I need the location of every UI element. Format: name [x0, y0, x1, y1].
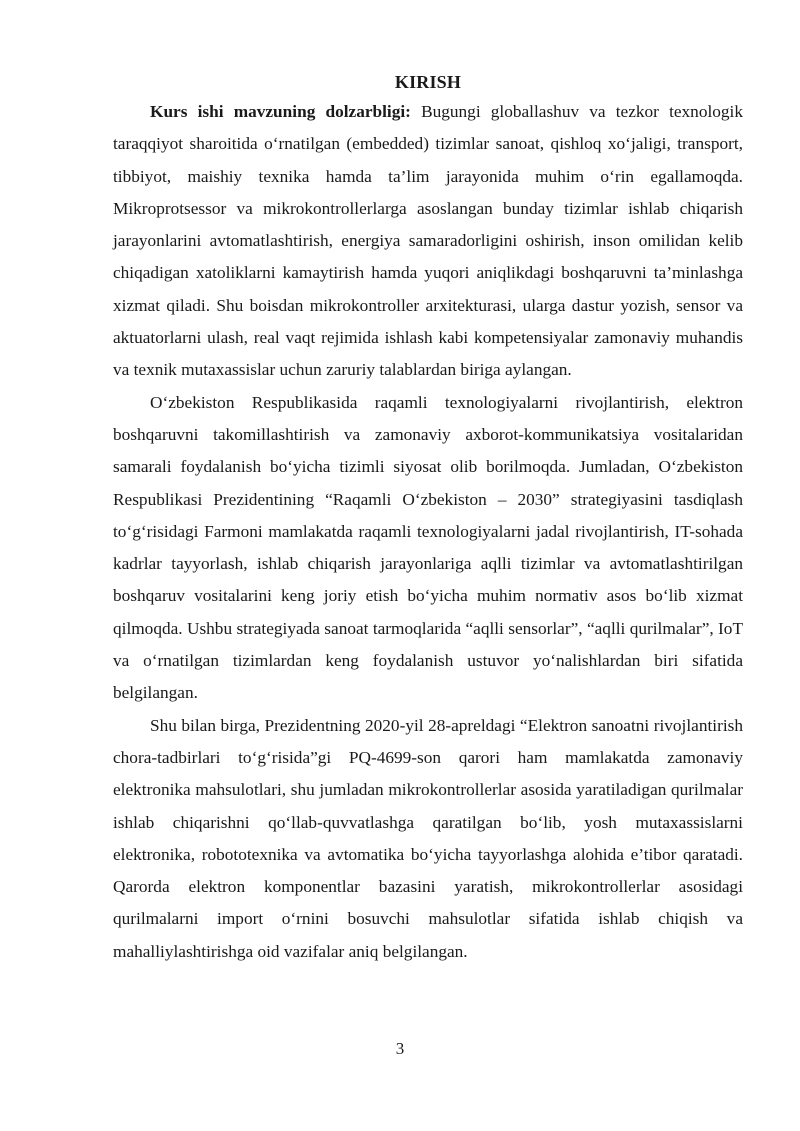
paragraph-relevance	[113, 96, 743, 387]
paragraph-digital-strategy	[113, 387, 743, 710]
paragraph-text: Shu bilan birga, Prezidentning 2020-yil 28-apreldagi “Elektron sanoatni rivojlantirish chora-tadbirlari to‘g‘risida”gi PQ-4699-son qarori ham mamlakatda zamonaviy elektronika mahsulotlari, shu jumladan mikrokontrollerlar asosida yaratiladigan qurilmalar ishlab chiqarishni qo‘llab-quvvatlashga qaratilgan bo‘lib, yosh mutaxassislarni elektronika, robototexnika va avtomatika bo‘yicha tayyorlashga alohida e’tibor qaratadi. Qarorda elektron komponentlar bazasini yaratish, mikrokontrollerlar asosidagi qurilmalarni import o‘rnini bosuvchi mahsulotlar sifatida ishlab chiqish va mahalliylashtirishga oid vazifalar aniq belgilangan.	[113, 715, 743, 961]
page-number: 3	[395, 1039, 405, 1058]
paragraph-lead: Kurs ishi mavzuning dolzarbligi:	[150, 102, 411, 121]
section-title: KIRISH	[394, 72, 462, 92]
paragraph-text: Bugungi globallashuv va tezkor texnologik taraqqiyot sharoitida o‘rnatilgan (embedded) tizimlar sanoat, qishloq xo‘jaligi, transport, tibbiyot, maishiy texnika hamda ta’lim jarayonida muhim o‘rin egallamoqda. Mikroprotsessor va mikrokontrollerlarga asoslangan bunday tizimlar ishlab chiqarish jarayonlarini avtomatlashtirish, energiya samaradorligini oshirish, inson omilidan kelib chiqadigan xatoliklarni kamaytirish hamda yuqori aniqlikdagi boshqaruvni ta’minlashga xizmat qiladi. Shu boisdan mikrokontroller arxitekturasi, ularga dastur yozish, sensor va aktuatorlarni ulash, real vaqt rejimida ishlash kabi kompetensiyalar zamonaviy muhandis va texnik mutaxassislar uchun zaruriy talablardan biriga aylangan.	[113, 102, 743, 380]
paragraph-electronics-decree	[113, 710, 743, 968]
document-page	[113, 70, 743, 968]
paragraph-text: O‘zbekiston Respublikasida raqamli texnologiyalarni rivojlantirish, elektron boshqaruvni takomillashtirish va zamonaviy axborot-kommunikatsiya vositalaridan samarali foydalanish bo‘yicha tizimli siyosat olib borilmoqda. Jumladan, O‘zbekiston Respublikasi Prezidentining “Raqamli O‘zbekiston – 2030” strategiyasini tasdiqlash to‘g‘risidagi Farmoni mamlakatda raqamli texnologiyalarni jadal rivojlantirish, IT-sohada kadrlar tayyorlash, ishlab chiqarish jarayonlariga aqlli tizimlar va avtomatlashtirilgan boshqaruv vositalarini keng joriy etish bo‘yicha muhim normativ asos bo‘lib xizmat qilmoqda. Ushbu strategiyada sanoat tarmoqlarida “aqlli sensorlar”, “aqlli qurilmalar”, IoT va o‘rnatilgan tizimlardan keng foydalanish ustuvor yo‘nalishlardan biri sifatida belgilangan.	[113, 392, 743, 703]
